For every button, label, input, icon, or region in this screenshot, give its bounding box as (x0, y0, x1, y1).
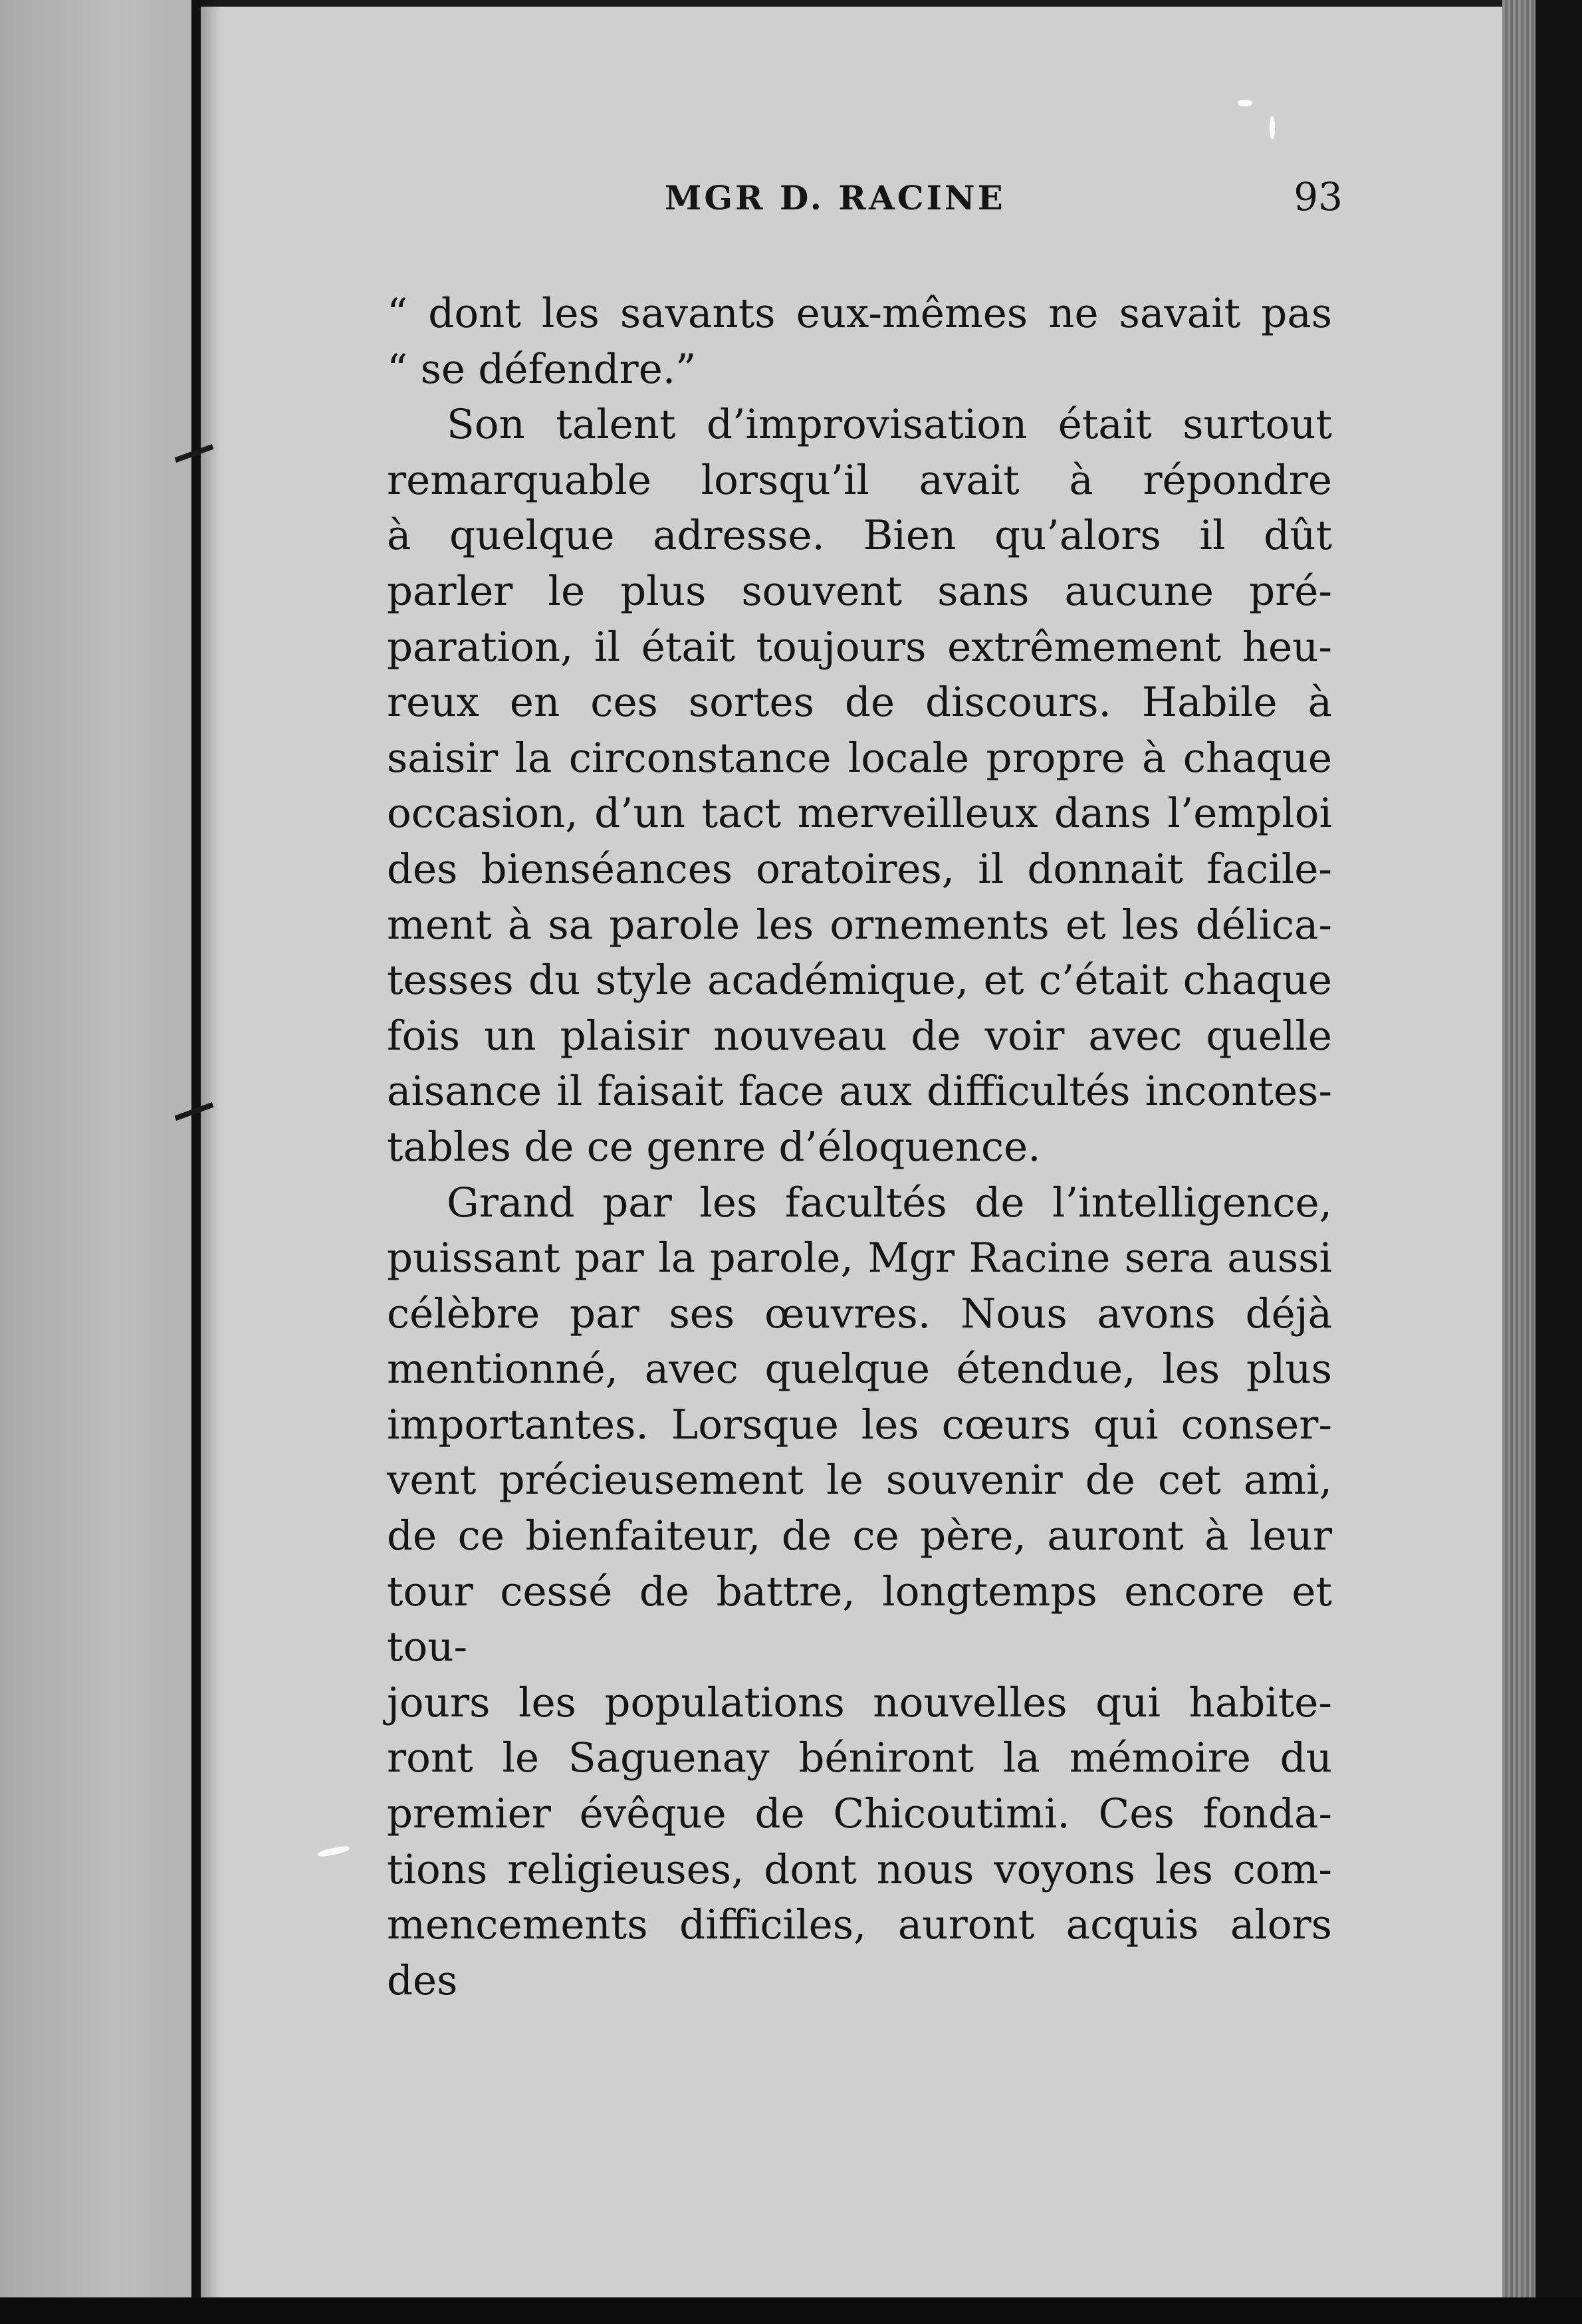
top-edge (0, 0, 1582, 7)
bottom-border (0, 2297, 1582, 2324)
text-line: des bienséances oratoires, il donnait facile- (387, 845, 1332, 893)
text-line: de ce bienfaiteur, de ce père, auront à leur (387, 1512, 1332, 1560)
paragraph-first-line: Grand par les facultés de l’intelligence, (447, 1179, 1332, 1226)
right-border (1535, 0, 1582, 2324)
text-line: tesses du style académique, et c’était chaque (387, 957, 1332, 1004)
paragraph-first-line: Son talent d’improvisation était surtout (447, 401, 1332, 449)
text-line: à quelque adresse. Bien qu’alors il dût (387, 512, 1332, 560)
text-line: tions religieuses, dont nous voyons les com- (387, 1845, 1332, 1893)
text-line: mencements difficiles, auront acquis alors des (387, 1901, 1332, 2004)
text-line: importantes. Lorsque les cœurs qui conser- (387, 1401, 1332, 1449)
page-block-edge (1502, 0, 1535, 2324)
text-line: aisance il faisait face aux difficultés incontes- (387, 1068, 1332, 1115)
text-line: parler le plus souvent sans aucune pré- (387, 567, 1332, 615)
text-line: ront le Saguenay béniront la mémoire du (387, 1734, 1332, 1782)
running-header-title: MGR D. RACINE (665, 178, 1006, 217)
text-line: tour cessé de battre, longtemps encore et tou- (387, 1568, 1332, 1671)
text-line: paration, il était toujours extrêmement heu- (387, 623, 1332, 671)
scan-speck (1270, 116, 1275, 139)
text-line: occasion, d’un tact merveilleux dans l’emploi (387, 790, 1332, 838)
facing-page-margin (0, 0, 193, 2324)
text-line: fois un plaisir nouveau de voir avec quelle (387, 1012, 1332, 1060)
text-line: célèbre par ses œuvres. Nous avons déjà (387, 1290, 1332, 1337)
text-line: saisir la circonstance locale propre à chaque (387, 734, 1332, 782)
text-line: premier évêque de Chicoutimi. Ces fonda- (387, 1790, 1332, 1838)
body-text (387, 286, 1332, 2008)
page-number: 93 (1294, 174, 1343, 219)
gutter-shadow (201, 0, 221, 2324)
text-line: remarquable lorsqu’il avait à répondre (387, 456, 1332, 504)
text-line: mentionné, avec quelque étendue, les plus (387, 1345, 1332, 1393)
text-line: reux en ces sortes de discours. Habile à (387, 679, 1332, 727)
scan-speck (317, 1845, 350, 1858)
text-line: jours les populations nouvelles qui habite- (387, 1679, 1332, 1726)
text-line: tables de ce genre d’éloquence. (387, 1123, 1041, 1171)
binding-gutter (191, 0, 201, 2324)
text-line: ment à sa parole les ornements et les délica- (387, 901, 1332, 949)
text-line: vent précieusement le souvenir de cet ami, (387, 1456, 1332, 1504)
scan-speck (1238, 100, 1252, 106)
text-line: puissant par la parole, Mgr Racine sera aussi (387, 1234, 1332, 1282)
text-line: “ se défendre.” (387, 345, 697, 393)
text-line: “ dont les savants eux-mêmes ne savait pas (387, 290, 1332, 337)
